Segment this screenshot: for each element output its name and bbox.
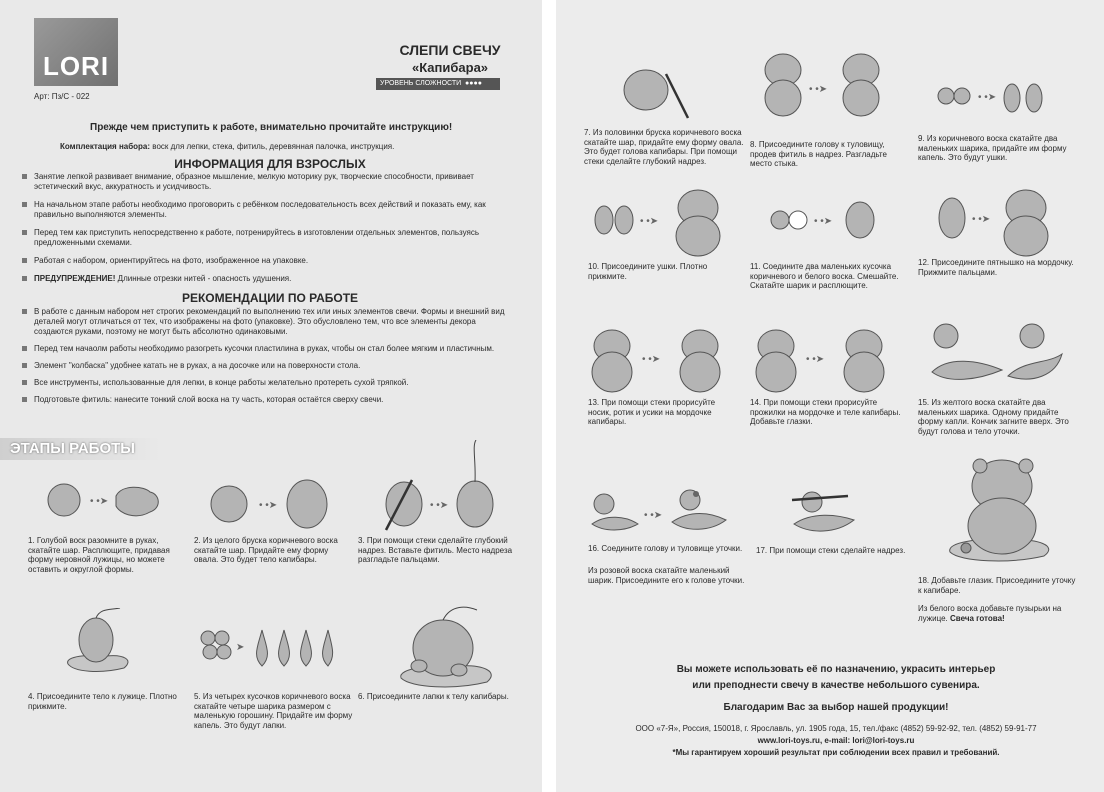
step10-illustration (590, 180, 730, 260)
svg-text:• •➤: • •➤ (642, 354, 661, 365)
capybara-ear (973, 459, 987, 473)
wick (474, 440, 476, 482)
page-subtitle: «Капибара» (411, 60, 489, 75)
step-7-caption: 7. Из половинки бруска коричневого воска скатайте шар, придайте ему форму овала. Это будет голова капибары. При помощи стеки сделайте глубокий надрез. (584, 128, 744, 166)
body (680, 352, 720, 392)
ear-drop (615, 206, 633, 234)
adults-list (22, 172, 512, 292)
flat-puddle (116, 487, 158, 516)
mix-ball (771, 211, 789, 229)
warning-text: Длинные отрезки нитей - опасность удушения. (117, 274, 292, 283)
guarantee: *Мы гарантируем хороший результат при соблюдении всех правил и требований. (672, 748, 1000, 757)
drop-paw (257, 630, 268, 666)
step-11-caption: 11. Соедините два маленьких кусочка коричневого и белого воска. Смешайте. Скатайте шарик и расплющите. (750, 262, 899, 290)
duck-joined (672, 514, 726, 530)
contacts: ООО «7-Я», Россия, 150018, г. Ярославль, ул. 1905 года, 15, тел./факс (4852) 59-92-92, тел. (4852) 59-91-77 (635, 724, 1037, 733)
step7-illustration (616, 60, 706, 120)
oval-head (624, 70, 668, 110)
white-note-block (918, 604, 1080, 623)
svg-text:➤: ➤ (236, 642, 245, 653)
flat-spot (846, 202, 874, 238)
recs-list (22, 307, 512, 412)
step-15-caption: 15. Из желтого воска скатайте два маленьких шарика. Одному придайте форму капли. Кончик загните вверх. Это будут голова и тело уточки. (918, 398, 1069, 436)
difficulty-dots: ●●●● (463, 80, 482, 87)
svg-text:• •➤: • •➤ (90, 496, 109, 507)
drop-paw (323, 630, 333, 666)
list-item: Все инструменты, использованные для лепки, в конце работы желательно протереть сухой тряпкой. (34, 378, 512, 388)
body (765, 80, 801, 116)
step9-illustration (934, 80, 1054, 120)
capybara-body (968, 498, 1036, 554)
svg-text:• •➤: • •➤ (644, 510, 663, 521)
right-page (556, 0, 1104, 792)
paw (451, 664, 467, 676)
duck-body (794, 515, 854, 531)
step14-illustration (754, 318, 904, 398)
list-item: Подготовьте фитиль: нанесите тонкий слой воска на ту часть, которая остаётся сверху свечи. (34, 395, 512, 405)
body (843, 80, 879, 116)
duck-ball (1020, 324, 1044, 348)
list-item: Работая с набором, ориентируйтесь на фото, изображенное на упаковке. (34, 256, 512, 266)
use-line-1: Вы можете использовать её по назначению, украсить интерьер (676, 664, 996, 675)
step17-illustration (788, 486, 878, 536)
capybara-ear (1019, 459, 1033, 473)
oval-body (287, 480, 327, 528)
article-number: Арт: Пз/С - 022 (34, 92, 90, 101)
use-line-2: или преподнести свечу в качестве небольшого сувенира. (692, 680, 980, 691)
body (592, 352, 632, 392)
oval-with-wick (457, 481, 493, 527)
svg-text:• •➤: • •➤ (259, 500, 278, 511)
page-title: СЛЕПИ СВЕЧУ (399, 42, 501, 58)
list-item: Перед тем начаолм работы необходимо разогреть кусочки пластилина в руках, чтобы он стал более мягким и пластичным. (34, 344, 512, 354)
step-8-caption: 8. Присоедините голову к туловищу, продев фитиль в надрез. Разгладьте место стыка. (750, 140, 887, 168)
svg-text:• •➤: • •➤ (814, 216, 833, 227)
website: www.lori-toys.ru, e-mail: lori@lori-toys.ru (757, 736, 915, 745)
drop-paw (301, 630, 312, 666)
step1-illustration (40, 478, 170, 528)
ear-drop (1004, 84, 1020, 112)
paw (411, 660, 427, 672)
step-16-caption: 16. Соедините голову и туловище уточки. (588, 544, 743, 553)
candle-done: Свеча готова! (949, 613, 1005, 623)
adults-heading: ИНФОРМАЦИЯ ДЛЯ ВЗРОСЛЫХ (174, 157, 366, 171)
step5-illustration (196, 626, 336, 676)
step-13-caption: 13. При помощи стеки прорисуйте носик, ротик и усики на мордочке капибары. (588, 398, 716, 426)
svg-text:• •➤: • •➤ (809, 84, 828, 95)
svg-text:• •➤: • •➤ (806, 354, 825, 365)
list-item: На начальном этапе работы необходимо проговорить с ребёнком последовательность всех действий и показать ему, как правильно выполняются элементы. (34, 200, 512, 220)
svg-text:• •➤: • •➤ (972, 214, 991, 225)
step12-illustration (936, 180, 1066, 260)
duck-body-curved (1008, 354, 1062, 379)
svg-text:• •➤: • •➤ (978, 92, 997, 103)
svg-text:• •➤: • •➤ (430, 500, 449, 511)
list-item: Занятие лепкой развивает внимание, образное мышление, мелкую моторику рук, творческие способности, прививает эстетический вкус, аккуратность и усидчивость. (34, 172, 512, 192)
difficulty-bar (376, 78, 500, 90)
small-ball (217, 645, 231, 659)
step6-illustration (395, 600, 505, 690)
duck-ball (934, 324, 958, 348)
ear-drop (1026, 84, 1042, 112)
wick (443, 607, 477, 620)
duck-head (802, 492, 822, 512)
svg-text:• •➤: • •➤ (640, 216, 659, 227)
pink-ball (693, 491, 699, 497)
step-10-caption: 10. Присоедините ушки. Плотно прижмите. (588, 262, 708, 281)
left-page (0, 0, 542, 792)
lori-logo: LORI (34, 18, 118, 86)
list-item: В работе с данным набором нет строгих рекомендаций по выполнению тех или иных элементов свечи. Формы и внешний вид деталей могут отличаться от тех, что изображены на фото (упаковке). Это обусловлено тем, что все элементы декора создаются руками, поэтому не могут быть абсолютно одинаковыми. (34, 307, 512, 337)
step4-illustration (60, 608, 140, 678)
small-ball (201, 631, 215, 645)
white-note: Из белого воска добавьте пузырьки на лужице. (918, 604, 1062, 623)
duck-body (592, 517, 638, 530)
thanks-text: Благодарим Вас за выбор нашей продукции! (723, 702, 949, 713)
duck-on-base (961, 543, 971, 553)
duck-body-drop (932, 361, 1002, 379)
drop-paw (279, 630, 290, 666)
duck-head (594, 494, 614, 514)
list-item: Элемент "колбаска" удобнее катать не в руках, а на досочке или на поверхности стола. (34, 361, 512, 371)
stack-tool (666, 74, 688, 118)
white-ball (789, 211, 807, 229)
flat-spot (939, 198, 965, 238)
step-2-caption: 2. Из целого бруска коричневого воска скатайте шар. Придайте ему форму овала. Это будет тело капибары. (194, 536, 338, 564)
step3-illustration (380, 440, 510, 535)
step-3-caption: 3. При помощи стеки сделайте глубокий надрез. Вставьте фитиль. Место надреза разгладьте пальцами. (358, 536, 513, 564)
attached-body (79, 618, 113, 662)
ear-ball (938, 88, 954, 104)
pink-note: Из розовой воска скатайте маленький шарик. Присоедините его к голове уточки. (588, 566, 745, 585)
step8-illustration (761, 48, 891, 123)
body (676, 216, 720, 256)
list-item: Перед тем как приступить непосредственно к работе, потренируйтесь в изготовлении отдельных элементов, пользуясь предложенными схемами. (34, 228, 512, 248)
step-17-caption: 17. При помощи стеки сделайте надрез. (756, 546, 906, 555)
step11-illustration (768, 200, 888, 240)
step-14-caption: 14. При помощи стеки прорисуйте прожилки на мордочке и теле капибары. Добавьте глазки. (750, 398, 901, 426)
step16-illustration (590, 480, 740, 540)
step-18-caption: 18. Добавьте глазик. Присоедините уточку к капибаре. (918, 576, 1076, 595)
brown-ball (211, 486, 247, 522)
ear-ball (954, 88, 970, 104)
step13-illustration (590, 318, 740, 398)
warning-label: ПРЕДУПРЕЖДЕНИЕ! (34, 274, 116, 283)
recs-heading: РЕКОМЕНДАЦИИ ПО РАБОТЕ (181, 291, 359, 305)
warning-item (34, 274, 512, 284)
step-12-caption: 12. Присоедините пятнышко на мордочку. Прижмите пальцами. (918, 258, 1074, 277)
body (1004, 216, 1048, 256)
body (756, 352, 796, 392)
stages-heading: ЭТАПЫ РАБОТЫ (0, 438, 160, 460)
step-5-caption: 5. Из четырех кусочков коричневого воска скатайте четыре шарика размером с маленькую горошину. Придайте им форму капель. Это будут лапки. (194, 692, 353, 730)
kit-text: воск для лепки, стека, фитиль, деревянная палочка, инструкция. (152, 142, 395, 151)
blue-ball (48, 484, 80, 516)
step2-illustration (205, 478, 335, 538)
step-1-caption: 1. Голубой воск разомните в руках, скатайте шар. Расплющите, придавая форму неровной лужицы, но можете оставить и округлой формы. (28, 536, 170, 574)
small-ball (203, 645, 217, 659)
small-ball (215, 631, 229, 645)
body (844, 352, 884, 392)
intro-text: Прежде чем приступить к работе, внимательно прочитайте инструкцию! (90, 122, 453, 133)
step15-illustration (928, 320, 1068, 400)
kit-label: Комплектация набора: (60, 142, 151, 151)
step-4-caption: 4. Присоедините тело к лужице. Плотно прижмите. (28, 692, 177, 711)
difficulty-label: УРОВЕНЬ СЛОЖНОСТИ (380, 80, 462, 87)
wick (96, 608, 120, 618)
ear-drop (595, 206, 613, 234)
step-6-caption: 6. Присоедините лапки к телу капибары. (358, 692, 509, 701)
step18-illustration (940, 456, 1070, 566)
step-9-caption: 9. Из коричневого воска скатайте два маленьких шарика, придайте им форму капель. Это будут ушки. (918, 134, 1067, 162)
